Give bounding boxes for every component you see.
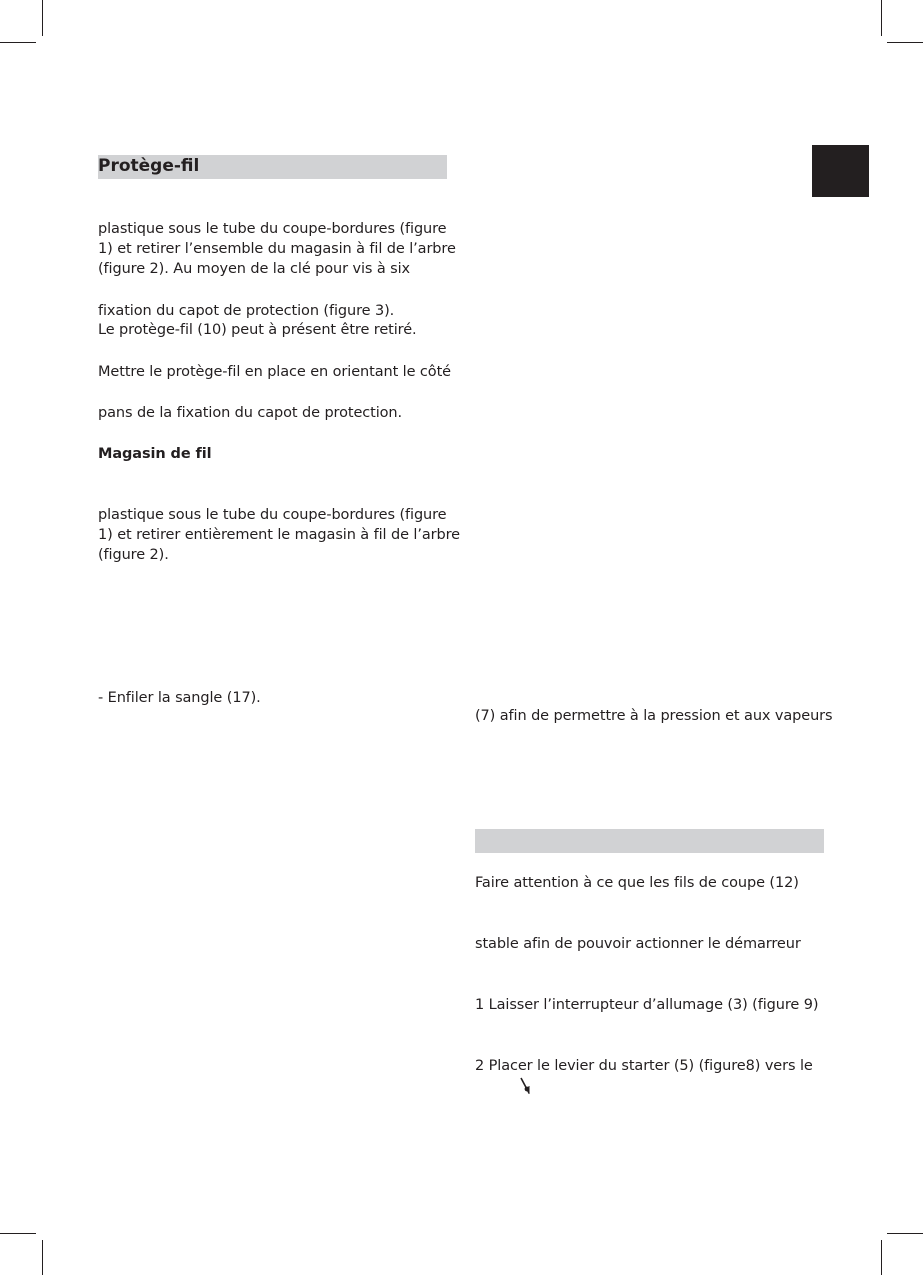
crop-mark [42,0,43,36]
language-tab [812,145,869,197]
text-line: Mettre le protège-fil en place en orientant le côté [98,364,451,380]
section-heading-wire-guard: Protège-fil [98,156,200,176]
text-line: pans de la fixation du capot de protection. [98,405,403,421]
text-line: plastique sous le tube du coupe-bordures (figure [98,507,447,523]
text-line: 1) et retirer entièrement le magasin à fil de l’arbre [98,527,460,543]
text-line: 1) et retirer l’ensemble du magasin à fil de l’arbre [98,241,456,257]
text-line: Le protège-fil (10) peut à présent être retiré. [98,322,417,338]
text-line: 2 Placer le levier du starter (5) (figure8) vers le [475,1058,813,1074]
crop-mark [887,1233,923,1234]
subheading-line-magazine: Magasin de fil [98,446,212,462]
text-line: fixation du capot de protection (figure 3). [98,303,395,319]
crop-mark [42,1240,43,1275]
text-line: (7) afin de permettre à la pression et aux vapeurs [475,708,833,724]
text-line: Faire attention à ce que les fils de coupe (12) [475,875,799,891]
crop-mark [0,42,36,43]
text-line: - Enfiler la sangle (17). [98,690,261,706]
text-line: stable afin de pouvoir actionner le démarreur [475,936,801,952]
choke-lever-icon [518,1076,532,1096]
section-heading-bar-blank [475,829,824,853]
crop-mark [881,1240,882,1275]
crop-mark [887,42,923,43]
text-line: 1 Laisser l’interrupteur d’allumage (3) (figure 9) [475,997,819,1013]
crop-mark [881,0,882,36]
crop-mark [0,1233,36,1234]
text-line: (figure 2). Au moyen de la clé pour vis à six [98,261,411,277]
text-line: (figure 2). [98,547,169,563]
text-line: plastique sous le tube du coupe-bordures (figure [98,221,447,237]
